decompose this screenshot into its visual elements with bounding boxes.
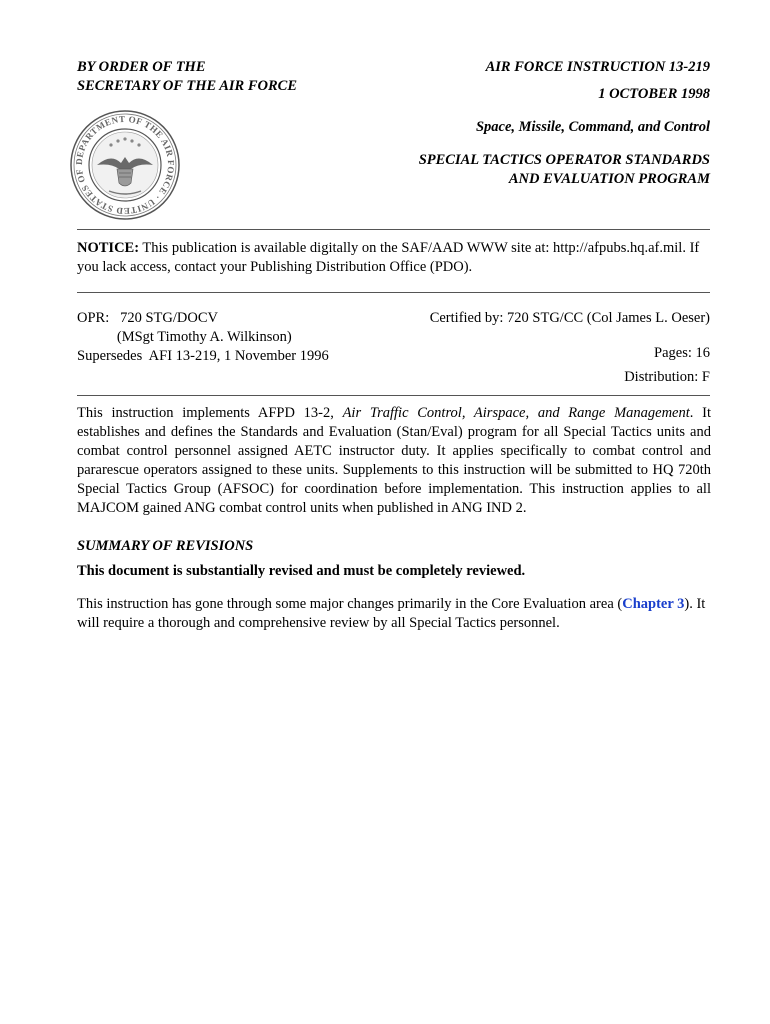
opr-office: OPR: 720 STG/DOCV [77, 310, 218, 326]
certified-by: Certified by: 720 STG/CC (Col James L. Oeser) [429, 310, 710, 326]
publication-title [419, 151, 710, 189]
publication-category: Space, Missile, Command, and Control [475, 119, 710, 135]
summary-text-end: ). It will require a thorough and comprehensive review by all Special Tactics personnel. [77, 596, 706, 631]
summary-heading: SUMMARY OF REVISIONS [77, 538, 254, 554]
distribution: Distribution: F [624, 369, 710, 385]
afpd-title: Air Traffic Control, Airspace, and Range Management [342, 405, 690, 421]
issuing-authority-line2: SECRETARY OF THE AIR FORCE [77, 78, 297, 94]
summary-paragraph [77, 595, 711, 633]
seal-ring-text: DEPARTMENT OF THE AIR FORCE · UNITED STATES OF [73, 113, 177, 217]
publication-title-line2: AND EVALUATION PROGRAM [508, 171, 710, 187]
notice-label: NOTICE: [77, 240, 140, 256]
publication-title-line1: SPECIAL TACTICS OPERATOR STANDARDS [418, 152, 710, 168]
page-count: Pages: 16 [654, 345, 710, 361]
supersedes: Supersedes AFI 13-219, 1 November 1996 [77, 348, 329, 364]
issuing-authority-line1: BY ORDER OF THE [77, 59, 206, 75]
opr-name: (MSgt Timothy A. Wilkinson) [77, 329, 292, 345]
instruction-date: 1 OCTOBER 1998 [598, 86, 710, 102]
air-force-seal-icon [69, 109, 181, 221]
chapter-3-link[interactable]: Chapter 3 [622, 596, 685, 612]
page-distribution-block [624, 344, 710, 387]
divider [77, 395, 710, 396]
intro-text-end: . It establishes and defines the Standards and Evaluation (Stan/Eval) program for all Special Tactics units and combat control personnel assigned AETC instructor duty. It applies specifically to combat control and pararescue operators assigned to these units. Supplements to this instruction will be submitted to HQ 720th Special Tactics Group (AFSOC) for coordination before implementation. This instruction applies to all MAJCOM gained ANG combat control units when published in ANG IND 2. [77, 405, 711, 516]
summary-notice: This document is substantially revised and must be completely reviewed. [77, 563, 526, 579]
issuing-authority [77, 58, 297, 96]
instruction-number: AIR FORCE INSTRUCTION 13-219 [485, 59, 710, 75]
instruction-header [486, 58, 710, 104]
notice-text: This publication is available digitally on the SAF/AAD WWW site at: http://afpubs.hq.af.mil. If you lack access, contact your Publishing Distribution Office (PDO). [77, 240, 700, 275]
divider [77, 229, 710, 230]
opr-block [77, 309, 329, 366]
intro-text-start: This instruction implements AFPD 13-2, [77, 405, 343, 421]
intro-paragraph [77, 404, 711, 518]
summary-text-start: This instruction has gone through some major changes primarily in the Core Evaluation area ( [77, 596, 623, 612]
divider [77, 292, 710, 293]
notice-paragraph [77, 239, 711, 277]
